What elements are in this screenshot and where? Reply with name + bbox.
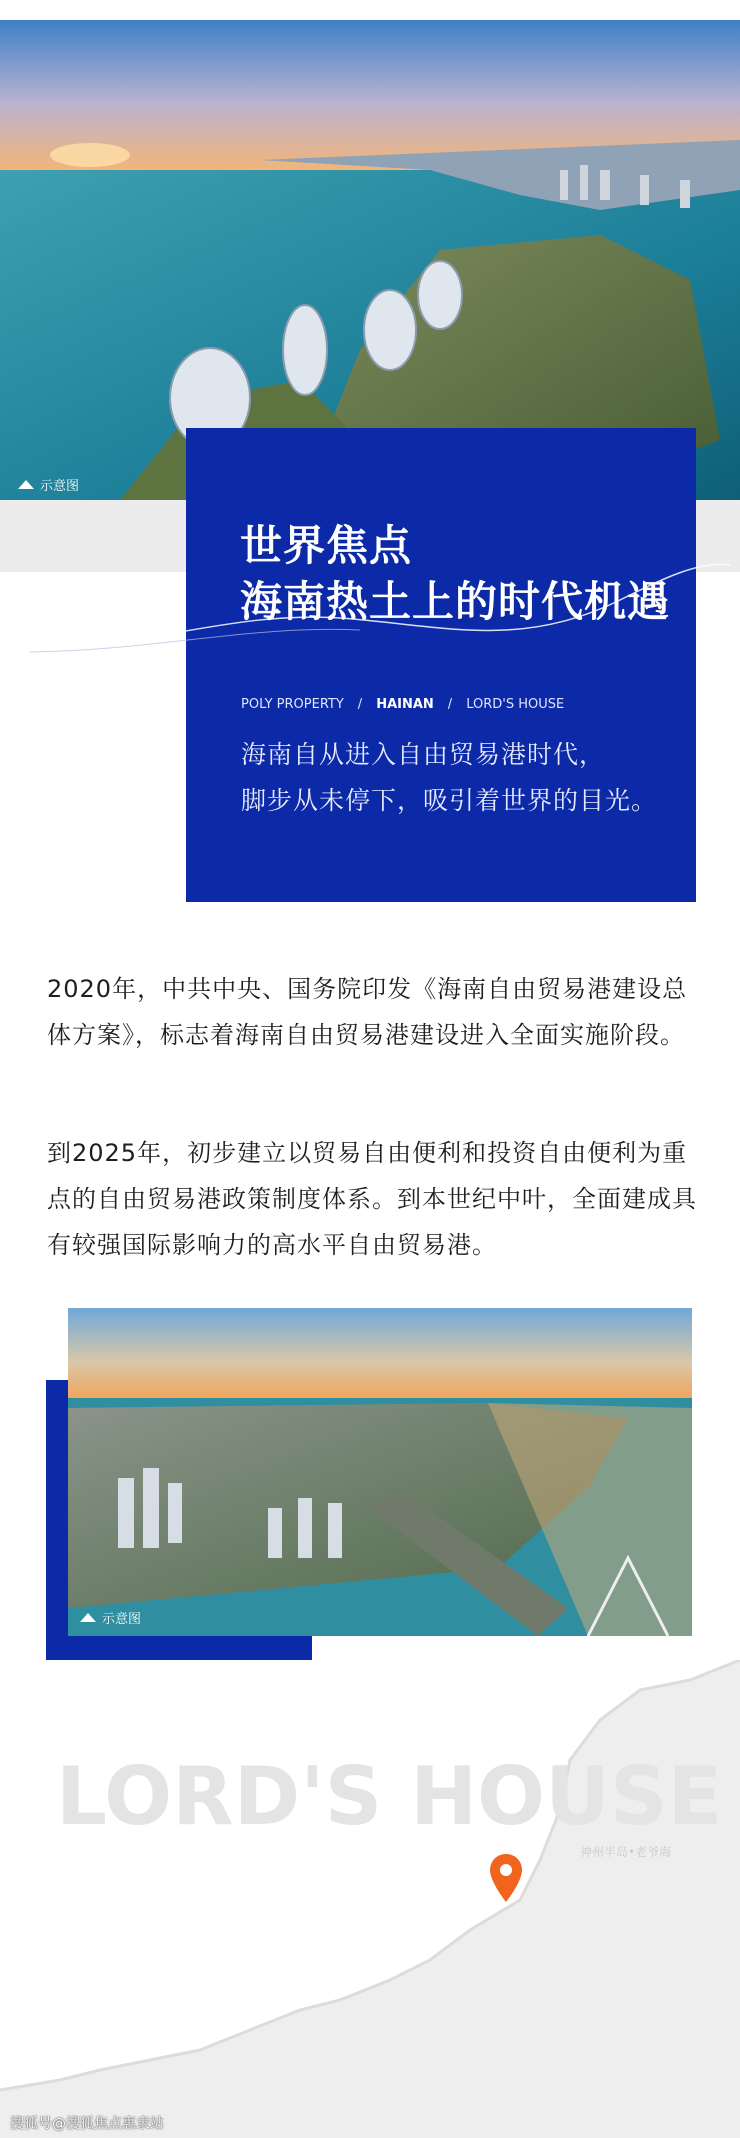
triangle-icon	[80, 1613, 96, 1622]
brand-poly: POLY PROPERTY	[241, 697, 344, 712]
hero-caption: 示意图	[18, 475, 79, 494]
paragraph-1: 2020年，中共中央、国务院印发《海南自由贸易港建设总体方案》，标志着海南自由贸易港建设进入全面实施阶段。	[47, 975, 688, 1049]
map-location-note: 神州半岛•老爷海	[580, 1845, 672, 1859]
headline-line2: 海南热土上的时代机遇	[240, 577, 671, 626]
headline-line1: 世界焦点	[240, 521, 413, 570]
intro-line2: 脚步从未停下，吸引着世界的目光。	[241, 786, 658, 815]
brand-lords-house: LORD'S HOUSE	[466, 697, 565, 712]
location-pin-icon	[488, 1852, 524, 1904]
lords-house-title: LORD'S HOUSE	[56, 1750, 723, 1843]
watermark: 搜狐号@搜狐焦点惠隶站	[10, 2116, 164, 2132]
brand-sep: /	[357, 697, 363, 712]
paragraph-2: 到2025年，初步建立以贸易自由便利和投资自由便利为重点的自由贸易港政策制度体系。到本世纪中叶，全面建成具有较强国际影响力的高水平自由贸易港。	[47, 1139, 697, 1259]
intro-line1: 海南自从进入自由贸易港时代，	[241, 740, 606, 769]
city-photo	[68, 1308, 692, 1636]
title-card	[186, 428, 696, 902]
brand-sep: /	[447, 697, 453, 712]
brand-hainan: HAINAN	[376, 697, 434, 712]
triangle-icon	[18, 480, 34, 489]
brand-row	[241, 697, 564, 712]
photo2-caption: 示意图	[80, 1608, 141, 1627]
headline	[240, 518, 670, 630]
map-section	[0, 1660, 740, 2138]
intro-text	[241, 732, 657, 824]
